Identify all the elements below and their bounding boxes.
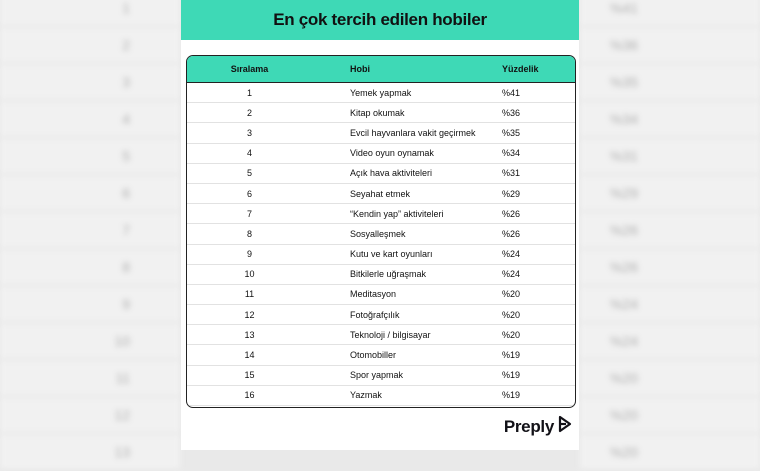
blurred-right-column: [580, 0, 760, 471]
blurred-row: %41: [580, 0, 760, 27]
table-row: [187, 285, 575, 305]
table-row: [187, 366, 575, 386]
header-percent: Yüzdelik: [502, 64, 539, 74]
cell-hobby: Açık hava aktiviteleri: [350, 168, 433, 179]
cell-percent: %29: [502, 188, 521, 199]
table-body: [187, 83, 575, 408]
blurred-row: 10: [0, 323, 180, 360]
cell-percent: %36: [502, 107, 521, 118]
cell-rank: 6: [246, 188, 252, 199]
cell-hobby: Yazmak: [350, 390, 382, 401]
blurred-row: %36: [580, 27, 760, 64]
blurred-row: 12: [0, 397, 180, 434]
table-row: [187, 386, 575, 406]
table-row: [187, 164, 575, 184]
table-row: [187, 184, 575, 204]
cell-rank: 4: [246, 148, 252, 159]
blurred-row: 13: [0, 434, 180, 471]
cell-rank: 5: [246, 168, 252, 179]
blurred-left-column: [0, 0, 180, 471]
cell-percent: %20: [502, 329, 521, 340]
cell-percent: %24: [502, 269, 521, 280]
blurred-row: %29: [580, 175, 760, 212]
cell-percent: %20: [502, 289, 521, 300]
blurred-row: %35: [580, 64, 760, 101]
blurred-row: %20: [580, 397, 760, 434]
table-row: [187, 245, 575, 265]
cell-percent: %24: [502, 249, 521, 260]
cell-rank: 12: [244, 309, 255, 320]
cell-hobby: Meditasyon: [350, 289, 397, 300]
hobby-table: [186, 55, 576, 408]
cell-hobby: Kutu ve kart oyunları: [350, 249, 433, 260]
brand-name: Preply: [503, 416, 554, 436]
cell-hobby: Video oyun oynamak: [350, 148, 434, 159]
cell-percent: %41: [502, 87, 521, 98]
table-row: [187, 204, 575, 224]
cell-rank: 9: [246, 249, 252, 260]
table-row: [187, 103, 575, 123]
cell-rank: 11: [244, 289, 255, 300]
cell-hobby: Seyahat etmek: [350, 188, 411, 199]
blurred-row: 1: [0, 0, 180, 27]
table-row: [187, 123, 575, 143]
blurred-row: 9: [0, 286, 180, 323]
blurred-row: 3: [0, 64, 180, 101]
cell-rank: 15: [244, 370, 255, 381]
cell-rank: 14: [244, 350, 255, 361]
cell-rank: 13: [244, 329, 255, 340]
blurred-row: 5: [0, 138, 180, 175]
cell-percent: %20: [502, 309, 521, 320]
cell-rank: 2: [246, 107, 252, 118]
blurred-row: %26: [580, 249, 760, 286]
cell-hobby: Bitkilerle uğraşmak: [350, 269, 427, 280]
page-title: En çok tercih edilen hobiler: [273, 10, 487, 29]
cell-rank: 7: [246, 208, 252, 219]
cell-hobby: Teknoloji / bilgisayar: [350, 329, 431, 340]
infographic-card: [181, 0, 579, 450]
cell-hobby: Sosyalleşmek: [350, 228, 406, 239]
cell-rank: 10: [244, 269, 255, 280]
blurred-row: 11: [0, 360, 180, 397]
cell-percent: %19: [502, 390, 521, 401]
cell-rank: 1: [246, 87, 252, 98]
preply-logo: [504, 415, 573, 438]
cell-hobby: “Kendin yap” aktiviteleri: [350, 208, 444, 219]
header-rank: Sıralama: [230, 64, 269, 74]
table-row: [187, 224, 575, 244]
cell-hobby: Otomobiller: [350, 350, 397, 361]
cell-hobby: Kitap okumak: [350, 107, 405, 118]
cell-hobby: Yemek yapmak: [350, 87, 412, 98]
blurred-row: %20: [580, 360, 760, 397]
blurred-row: %26: [580, 212, 760, 249]
blurred-row: %31: [580, 138, 760, 175]
cell-hobby: Fotoğrafçılık: [350, 309, 400, 320]
blurred-row: 6: [0, 175, 180, 212]
blurred-row: 4: [0, 101, 180, 138]
cell-percent: %19: [502, 350, 521, 361]
table-row: [187, 325, 575, 345]
blurred-row: 8: [0, 249, 180, 286]
table-row: [187, 406, 575, 408]
table-header: [187, 56, 575, 83]
cell-hobby: Spor yapmak: [350, 370, 404, 381]
cell-percent: %26: [502, 208, 521, 219]
cell-percent: %35: [502, 127, 521, 138]
table-row: [187, 305, 575, 325]
blurred-row: %34: [580, 101, 760, 138]
table-row: [187, 144, 575, 164]
blurred-row: %20: [580, 434, 760, 471]
cell-rank: 8: [246, 228, 252, 239]
title-bar: [181, 0, 579, 40]
cell-rank: 16: [244, 390, 255, 401]
blurred-row: 2: [0, 27, 180, 64]
blurred-row: 7: [0, 212, 180, 249]
cell-percent: %34: [502, 148, 521, 159]
preply-logo-icon: [557, 415, 573, 438]
table-row: [187, 83, 575, 103]
cell-hobby: Evcil hayvanlara vakit geçirmek: [350, 127, 476, 138]
cell-percent: %26: [502, 228, 521, 239]
cell-percent: %19: [502, 370, 521, 381]
header-hobby: Hobi: [350, 64, 370, 74]
blurred-row: %24: [580, 323, 760, 360]
table-row: [187, 345, 575, 365]
cell-rank: 3: [246, 127, 252, 138]
blurred-row: %24: [580, 286, 760, 323]
table-row: [187, 265, 575, 285]
cell-percent: %31: [502, 168, 521, 179]
